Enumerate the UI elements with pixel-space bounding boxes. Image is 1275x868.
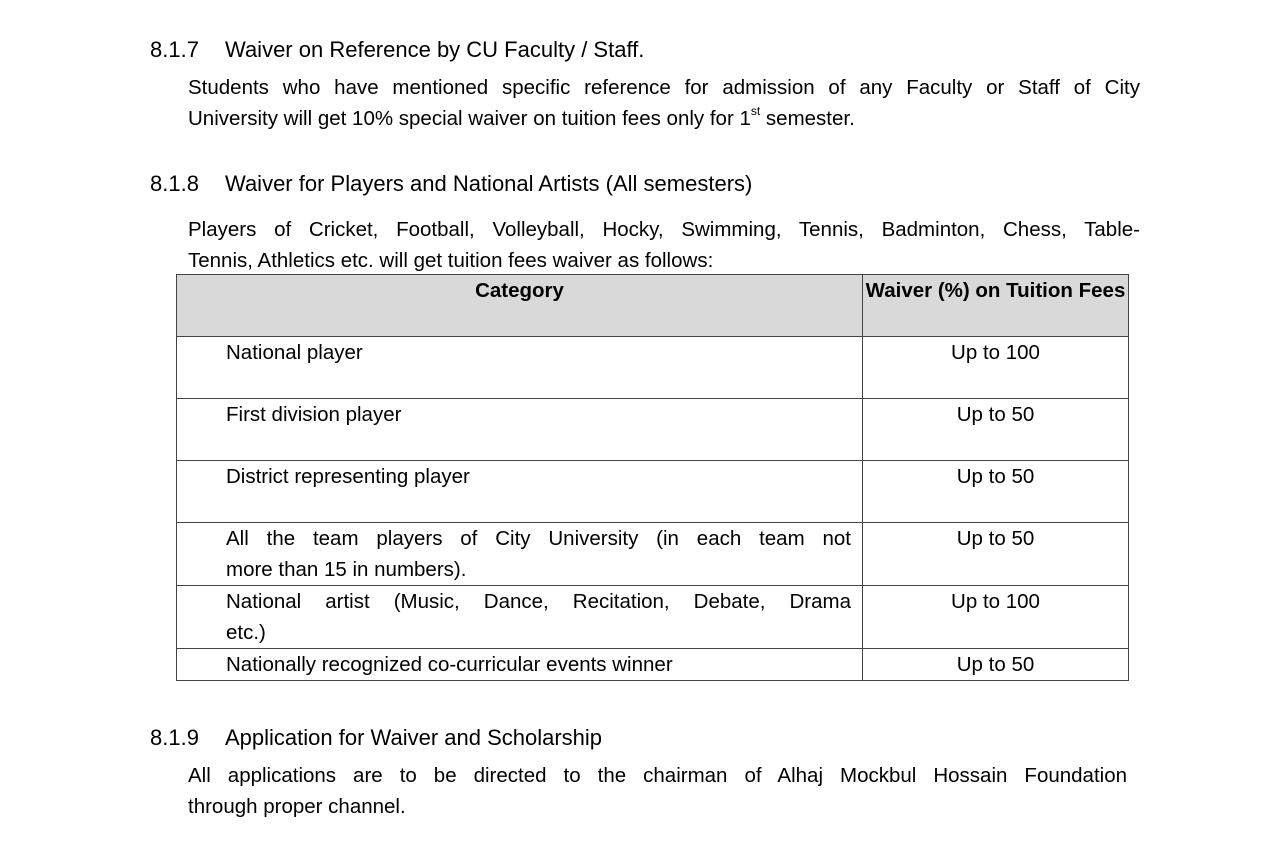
text-fragment: University will get 10% special waiver on tuition fees only for 1 [188,107,751,130]
category-cell: First division player [177,399,863,461]
table-row [177,649,1129,681]
waiver-table [176,274,1129,681]
waiver-cell: Up to 50 [863,523,1129,586]
section-number: 8.1.7 [150,37,199,62]
section-8-1-8-paragraph [188,214,1140,276]
table-row [177,586,1129,649]
section-8-1-8-heading [150,170,752,198]
table-row [177,461,1129,523]
category-cell [177,586,863,649]
waiver-cell: Up to 50 [863,649,1129,681]
paragraph-line [188,103,1140,134]
table-header-row [177,275,1129,337]
paragraph-line: Players of Cricket, Football, Volleyball, Hocky, Swimming, Tennis, Badminton, Chess, Table- [188,218,1140,241]
section-number: 8.1.8 [150,171,199,196]
section-8-1-7-heading [150,36,644,64]
paragraph-line: Tennis, Athletics etc. will get tuition fees waiver as follows: [188,249,714,272]
category-cell: Nationally recognized co-curricular events winner [177,649,863,681]
header-category: Category [177,275,863,337]
table-row [177,399,1129,461]
section-number: 8.1.9 [150,725,199,750]
superscript: st [750,104,761,119]
text-fragment: semester. [760,107,855,130]
paragraph-line: All applications are to be directed to the chairman of Alhaj Mockbul Hossain Foundation [188,764,1127,787]
section-title: Application for Waiver and Scholarship [225,725,603,750]
section-title: Waiver for Players and National Artists (All semesters) [225,171,753,196]
waiver-cell: Up to 100 [863,337,1129,399]
waiver-cell: Up to 50 [863,399,1129,461]
table-row [177,523,1129,586]
category-line: All the team players of City University (in each team not [226,527,851,550]
category-cell: District representing player [177,461,863,523]
category-line: etc.) [226,621,266,644]
paragraph-line: Students who have mentioned specific reference for admission of any Faculty or Staff of City [188,76,1140,99]
section-8-1-9-paragraph [188,760,1127,822]
section-8-1-9-heading [150,724,602,752]
paragraph-line: through proper channel. [188,795,406,818]
section-title: Waiver on Reference by CU Faculty / Staff. [225,37,645,62]
category-cell: National player [177,337,863,399]
waiver-cell: Up to 50 [863,461,1129,523]
section-8-1-7-paragraph [188,72,1140,134]
table-row [177,337,1129,399]
category-cell [177,523,863,586]
waiver-cell: Up to 100 [863,586,1129,649]
category-line: National artist (Music, Dance, Recitation, Debate, Drama [226,590,851,613]
header-waiver: Waiver (%) on Tuition Fees [863,275,1129,337]
category-line: more than 15 in numbers). [226,558,467,581]
